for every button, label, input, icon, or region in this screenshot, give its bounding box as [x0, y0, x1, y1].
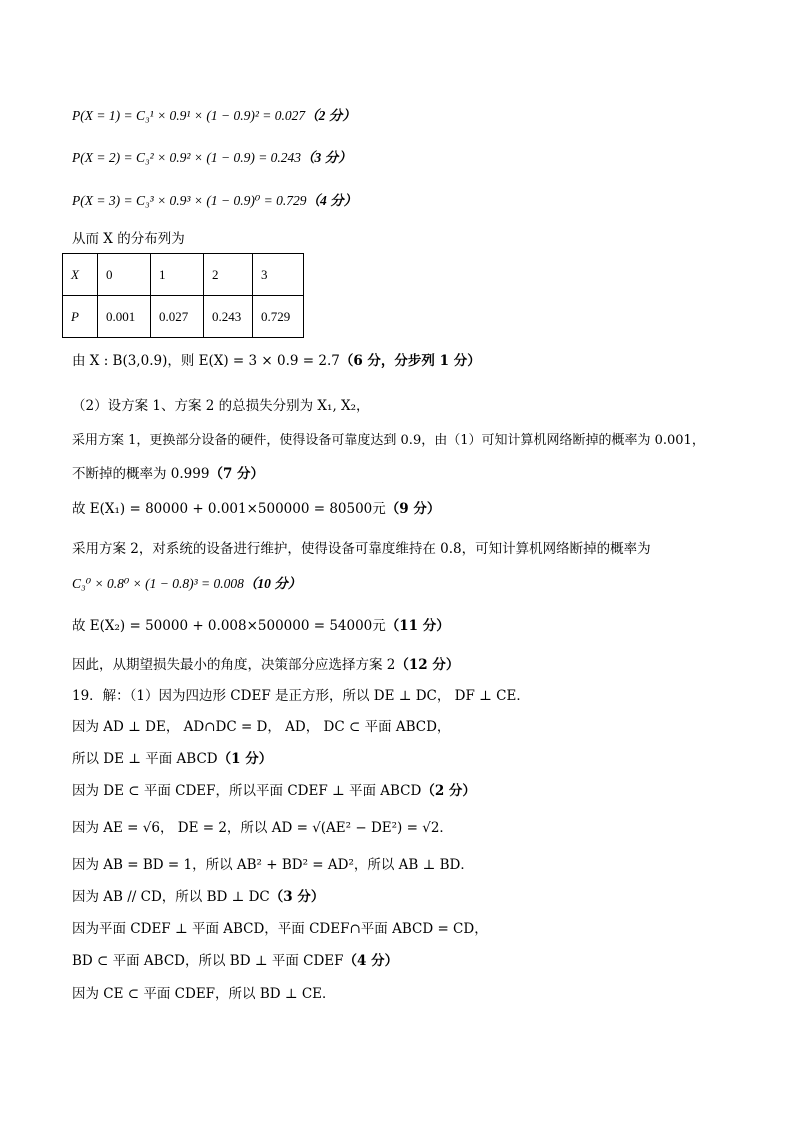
- line-9: [72, 500, 440, 518]
- line-text: 采用方案 2，对系统的设备进行维护，使得设备可靠度维持在 0.8，可知计算机网络断掉的概率为: [72, 541, 651, 557]
- table-cell: 3: [253, 254, 304, 296]
- line-7: [72, 432, 705, 450]
- line-text: P(X = 1) = C₃¹ × 0.9¹ × (1 − 0.9)² = 0.027: [72, 108, 306, 123]
- line-19: [72, 856, 474, 874]
- line-20: [72, 888, 324, 906]
- line-text: 因为平面 CDEF ⊥ 平面 ABCD，平面 CDEF∩平面 ABCD = CD，: [72, 921, 488, 937]
- line-18: [72, 819, 453, 837]
- line-15: [72, 718, 450, 736]
- line-text: 因为 CE ⊂ 平面 CDEF，所以 BD ⊥ CE．: [72, 986, 336, 1002]
- line-14: [72, 687, 530, 705]
- line-23: [72, 985, 336, 1003]
- line-1: [72, 107, 356, 125]
- line-text: 因为 AB // CD，所以 BD ⊥ DC: [72, 889, 270, 905]
- line-8: [72, 465, 264, 483]
- line-text: 因此，从期望损失最小的角度，决策部分应选择方案 2: [72, 657, 396, 673]
- line-17: [72, 782, 476, 800]
- line-text: C₃⁰ × 0.8⁰ × (1 − 0.8)³ = 0.008: [72, 576, 244, 591]
- table-cell: 2: [204, 254, 253, 296]
- table-cell: 0.001: [98, 296, 151, 338]
- score-note: （3 分）: [269, 889, 325, 905]
- line-11: [72, 575, 301, 593]
- table-cell: 0: [98, 254, 151, 296]
- distribution-table: [62, 253, 304, 338]
- line-text: 因为 DE ⊂ 平面 CDEF，所以平面 CDEF ⊥ 平面 ABCD: [72, 783, 422, 799]
- table-cell: P: [63, 296, 98, 338]
- line-text: 19．解：（1）因为四边形 CDEF 是正方形，所以 DE ⊥ DC， DF ⊥ CE．: [72, 688, 530, 704]
- line-text: P(X = 3) = C₃³ × 0.9³ × (1 − 0.9)⁰ = 0.729: [72, 193, 307, 208]
- score-note: （2 分）: [421, 783, 476, 799]
- line-5: [72, 352, 481, 370]
- line-2: [72, 149, 352, 167]
- line-text: 从而 X 的分布列为: [72, 231, 185, 247]
- line-text: 故 E(X₂) = 50000 + 0.008×500000 = 54000元: [72, 618, 386, 634]
- line-text: 因为 AB = BD = 1，所以 AB² + BD² = AD²，所以 AB ⊥ BD．: [72, 857, 474, 873]
- line-text: 因为 AE = √6， DE = 2，所以 AD = √(AE² − DE²) = √2．: [72, 820, 453, 836]
- line-3: [72, 192, 357, 210]
- table-cell: 0.729: [253, 296, 304, 338]
- score-note: （4 分）: [306, 193, 358, 208]
- line-text: 所以 DE ⊥ 平面 ABCD: [72, 751, 218, 767]
- score-note: （7 分）: [209, 466, 265, 482]
- table-cell: 1: [151, 254, 204, 296]
- line-6: [72, 397, 370, 415]
- score-note: （2 分）: [305, 108, 356, 123]
- table-row: [63, 296, 304, 338]
- score-note: （6 分，分步列 1 分）: [339, 353, 481, 369]
- score-note: （4 分）: [343, 953, 399, 969]
- line-22: [72, 952, 398, 970]
- score-note: （11 分）: [385, 618, 450, 634]
- line-text: P(X = 2) = C₃² × 0.9² × (1 − 0.9) = 0.243: [72, 150, 302, 165]
- table-cell: 0.027: [151, 296, 204, 338]
- line-text: 不断掉的概率为 0.999: [72, 466, 210, 482]
- score-note: （12 分）: [395, 657, 460, 673]
- table-cell: X: [63, 254, 98, 296]
- line-text: （2）设方案 1、方案 2 的总损失分别为 X₁, X₂，: [72, 398, 370, 414]
- line-12: [72, 617, 450, 635]
- line-16: [72, 750, 272, 768]
- score-note: （10 分）: [243, 576, 302, 591]
- line-13: [72, 656, 459, 674]
- line-10: [72, 540, 651, 558]
- score-note: （9 分）: [385, 501, 441, 517]
- line-4: [72, 230, 185, 248]
- line-21: [72, 920, 488, 938]
- line-text: 故 E(X₁) = 80000 + 0.001×500000 = 80500元: [72, 501, 386, 517]
- line-text: 因为 AD ⊥ DE， AD∩DC = D， AD， DC ⊂ 平面 ABCD，: [72, 719, 451, 735]
- line-text: BD ⊂ 平面 ABCD，所以 BD ⊥ 平面 CDEF: [72, 953, 344, 969]
- table-row: [63, 254, 304, 296]
- line-text: 采用方案 1，更换部分设备的硬件，使得设备可靠度达到 0.9，由（1）可知计算机网络断掉的概率为 0.001，: [72, 433, 705, 448]
- table-cell: 0.243: [204, 296, 253, 338]
- line-text: 由 X : B(3,0.9)，则 E(X) = 3 × 0.9 = 2.7: [72, 353, 340, 369]
- score-note: （3 分）: [301, 150, 352, 165]
- score-note: （1 分）: [217, 751, 273, 767]
